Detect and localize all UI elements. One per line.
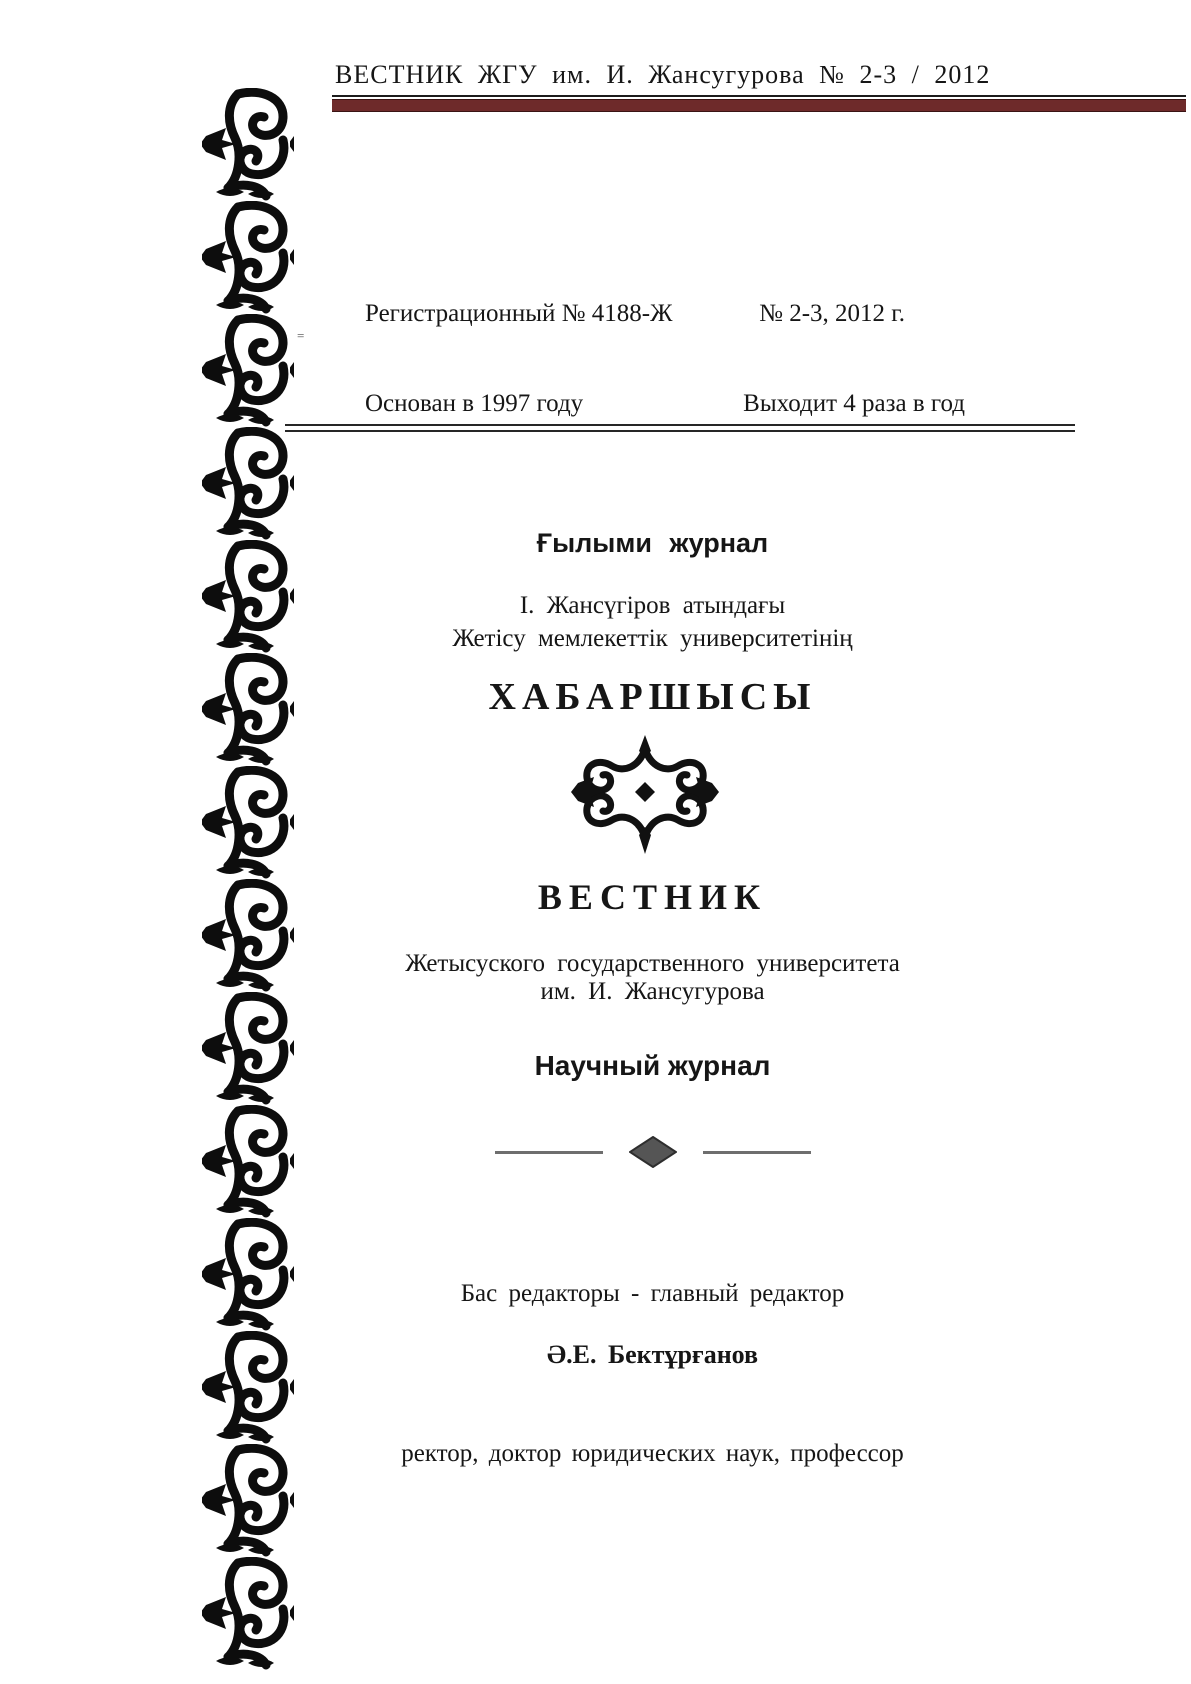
divider-rule-left — [495, 1151, 603, 1154]
university-name-kazakh-line2: Жетісу мемлекеттік университетінің — [452, 625, 853, 652]
issue-number: № 2-3, 2012 г. — [759, 300, 905, 327]
registration-row — [285, 300, 1020, 328]
chief-editor-name: Ә.Е. Бектұрғанов — [546, 1340, 759, 1369]
header-accent-bar — [332, 99, 1186, 112]
journal-title-kazakh: ХАБАРШЫСЫ — [488, 676, 817, 718]
diamond-divider-icon — [285, 1135, 1020, 1169]
header-underline — [332, 95, 1186, 97]
founded-row — [285, 390, 1020, 418]
journal-title-russian: ВЕСТНИК — [537, 877, 768, 917]
divider-rule-right — [703, 1151, 811, 1154]
chief-editor-position: ректор, доктор юридических наук, профессор — [401, 1440, 904, 1467]
university-name-russian-line2: им. И. Жансугурова — [540, 978, 765, 1005]
diamond-icon — [629, 1136, 677, 1168]
kazakh-ornament-border-icon — [202, 88, 294, 1677]
university-name-russian-line1: Жетысуского государственного университета — [405, 950, 900, 977]
journal-type-russian: Научный журнал — [534, 1050, 771, 1081]
frequency-label: Выходит 4 раза в год — [743, 390, 965, 417]
page-header-title: ВЕСТНИК ЖГУ им. И. Жансугурова № 2-3 / 2012 — [335, 60, 991, 89]
registration-number: Регистрационный № 4188-Ж — [365, 300, 673, 327]
kazakh-ornament-emblem-icon — [570, 733, 720, 860]
founded-label: Основан в 1997 году — [365, 390, 584, 417]
chief-editor-heading: Бас редакторы - главный редактор — [460, 1280, 845, 1307]
double-rule-separator — [285, 424, 1075, 432]
scan-artifact-mark: = — [297, 328, 305, 343]
university-name-kazakh-line1: І. Жансүгіров атындағы — [519, 592, 786, 619]
journal-type-kazakh: Ғылыми журнал — [536, 528, 769, 558]
